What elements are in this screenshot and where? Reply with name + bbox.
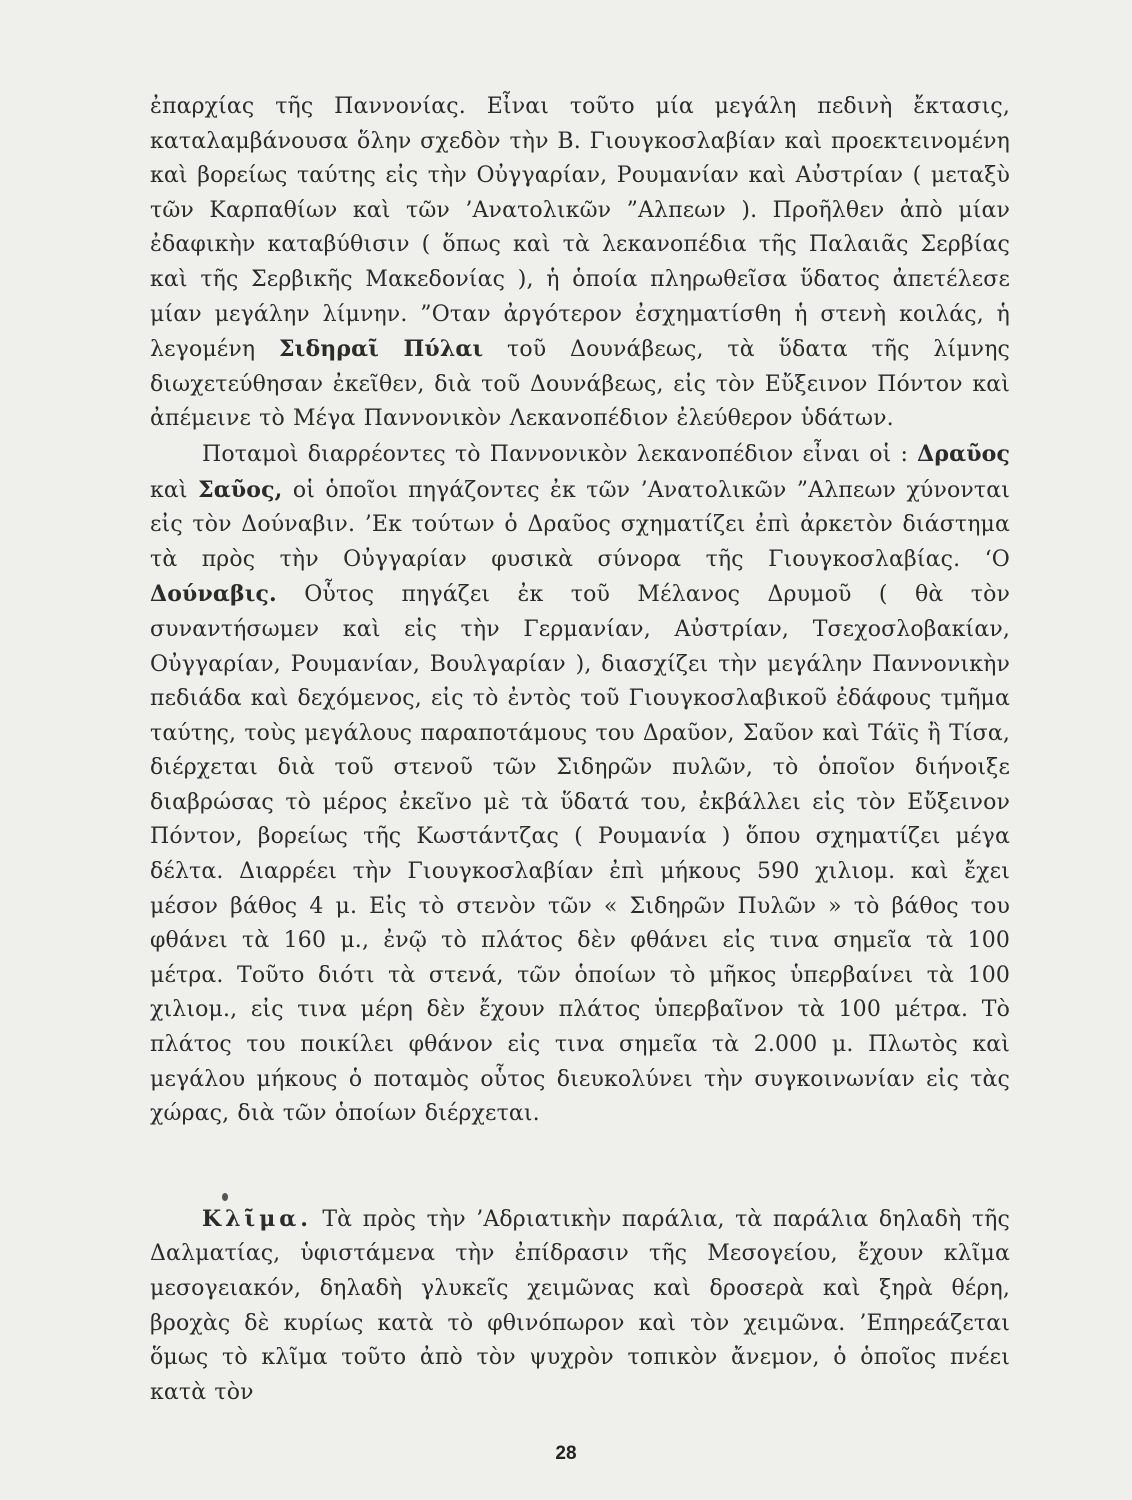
text-run: Οὗτος πηγάζει ἐκ τοῦ Μέλανος Δρυμοῦ ( θὰ τὸν συναντήσωμεν καὶ εἰς τὴν Γερμανίαν, Αὐστρίαν, Τσεχοσλοβακίαν, Οὐγγαρίαν, Ρουμανίαν, Βουλγαρίαν ), διασχίζει τὴν μεγάλην Παννονικὴν πεδιάδα καὶ δεχόμενος, εἰς τὸ ἐντὸς τοῦ Γιουγκοσλαβικοῦ ἐδάφους τμῆμα ταύτης, τοὺς μεγάλους παραποτάμους του Δραῦον, Σαῦον καὶ Τάϊς ἢ Τίσα, διέρχεται διὰ τοῦ στενοῦ τῶν Σιδηρῶν πυλῶν, τὸ ὁποῖον διήνοιξε διαβρώσας τὸ μέρος ἐκεῖνο μὲ τὰ ὕδατά του, ἐκβάλλει εἰς τὸν Εὔξεινον Πόντον, βορείως τῆς Κωστάντζας ( Ρουμανία ) ὅπου σχηματίζει μέγα δέλτα. Διαρρέει τὴν Γιουγκοσλαβίαν ἐπὶ μήκους 590 χιλιομ. καὶ ἔχει μέσον βάθος 4 μ. Εἰς τὸ στενὸν τῶν « Σιδηρῶν Πυλῶν » τὸ βάθος του φθάνει τὰ 160 μ., ἐνῷ τὸ πλάτος δὲν φθάνει εἰς τινα σημεῖα τὰ 100 μέτρα. Τοῦτο διότι τὰ στενά, τῶν ὁποίων τὸ μῆκος ὑπερβαίνει τὰ 100 χιλιομ., εἰς τινα μέρη δὲν ἔχουν πλάτος ὑπερβαῖνον τὰ 100 μέτρα. Τὸ πλάτος του ποικίλει φθάνον εἰς τινα σημεῖα τὰ 2.000 μ. Πλωτὸς καὶ μεγάλου μήκους ὁ ποταμὸς οὗτος διευκολύνει τὴν συγκοινωνίαν εἰς τὰς χώρας, διὰ τῶν ὁποίων διέρχεται. [150,582,1010,1127]
text-run: Ποταμοὶ διαρρέοντες τὸ Παννονικὸν λεκανοπέδιον εἶναι οἱ : [202,441,918,467]
text-run: οἱ ὁποῖοι πηγάζοντες ἐκ τῶν ’Ανατολικῶν ”Αλπεων χύνονται εἰς τὸν Δούναβιν. ’Εκ τούτων ὁ Δραῦος σχηματίζει ἐπὶ ἀρκετὸν διάστημα τὰ πρὸς τὴν Οὐγγαρίαν φυσικὰ σύνορα τῆς Γιουγκοσλαβίας. ‘Ο [150,477,1010,572]
text-run: Τὰ πρὸς τὴν ’Αδριατικὴν παράλια, τὰ παράλια δηλαδὴ τῆς Δαλματίας, ὑφιστάμενα τὴν ἐπίδρασιν τῆς Μεσογείου, ἔχουν κλῖμα μεσογειακόν, δηλαδὴ γλυκεῖς χειμῶνας καὶ δροσερὰ καὶ ξηρὰ θέρη, βροχὰς δὲ κυρίως κατὰ τὸ φθινόπωρον καὶ τὸν χειμῶνα. ’Επηρεάζεται ὅμως τὸ κλῖμα τοῦτο ἀπὸ τὸν ψυχρὸν τοπικὸν ἄνεμον, ὁ ὁποῖος πνέει κατὰ τὸν [150,1206,1010,1405]
text-run: τοῦ Δουνάβεως, τὰ ὕδατα τῆς λίμνης διωχετεύθησαν ἐκεῖθεν, διὰ τοῦ Δουνάβεως, εἰς τὸν Εὔξεινον Πόντον καὶ ἀπέμεινε τὸ Μέγα Παννονικὸν Λεκανοπέδιον ἐλεύθερον ὑδάτων. [150,337,1010,432]
bold-term-sava: Σαῦος, [198,476,283,503]
page-number: 28 [555,1443,577,1464]
bold-term-danube: Δούναβις. [150,581,277,608]
bold-term-drava: Δραῦος [917,440,1010,467]
paragraph-pannonia [150,90,1010,437]
page-body [150,90,1010,1410]
paragraph-rivers [150,437,1010,1132]
section-heading-climate: Κλῖμα. [202,1205,312,1232]
bold-term-iron-gates: Σιδηραῖ Πύλαι [278,336,484,363]
ink-speck [222,1193,228,1201]
text-run: καὶ [150,477,199,503]
paragraph-climate [150,1202,1010,1411]
text-run: ἐπαρχίας τῆς Παννονίας. Εἶναι τοῦτο μία μεγάλη πεδινὴ ἔκτασις, καταλαμβάνουσα ὅλην σχεδὸν τὴν Β. Γιουγκοσλαβίαν καὶ προεκτεινομένη καὶ βορείως ταύτης εἰς τὴν Οὐγγαρίαν, Ρουμανίαν καὶ Αὐστρίαν ( μεταξὺ τῶν Καρπαθίων καὶ τῶν ’Ανατολικῶν ”Αλπεων ). Προῆλθεν ἀπὸ μίαν ἐδαφικὴν καταβύθισιν ( ὅπως καὶ τὰ λεκανοπέδια τῆς Παλαιᾶς Σερβίας καὶ τῆς Σερβικῆς Μακεδονίας ), ἡ ὁποία πληρωθεῖσα ὕδατος ἀπετέλεσε μίαν μεγάλην λίμνην. ”Οταν ἀργότερον ἐσχηματίσθη ἡ στενὴ κοιλάς, ἡ λεγομένη [150,94,1010,363]
